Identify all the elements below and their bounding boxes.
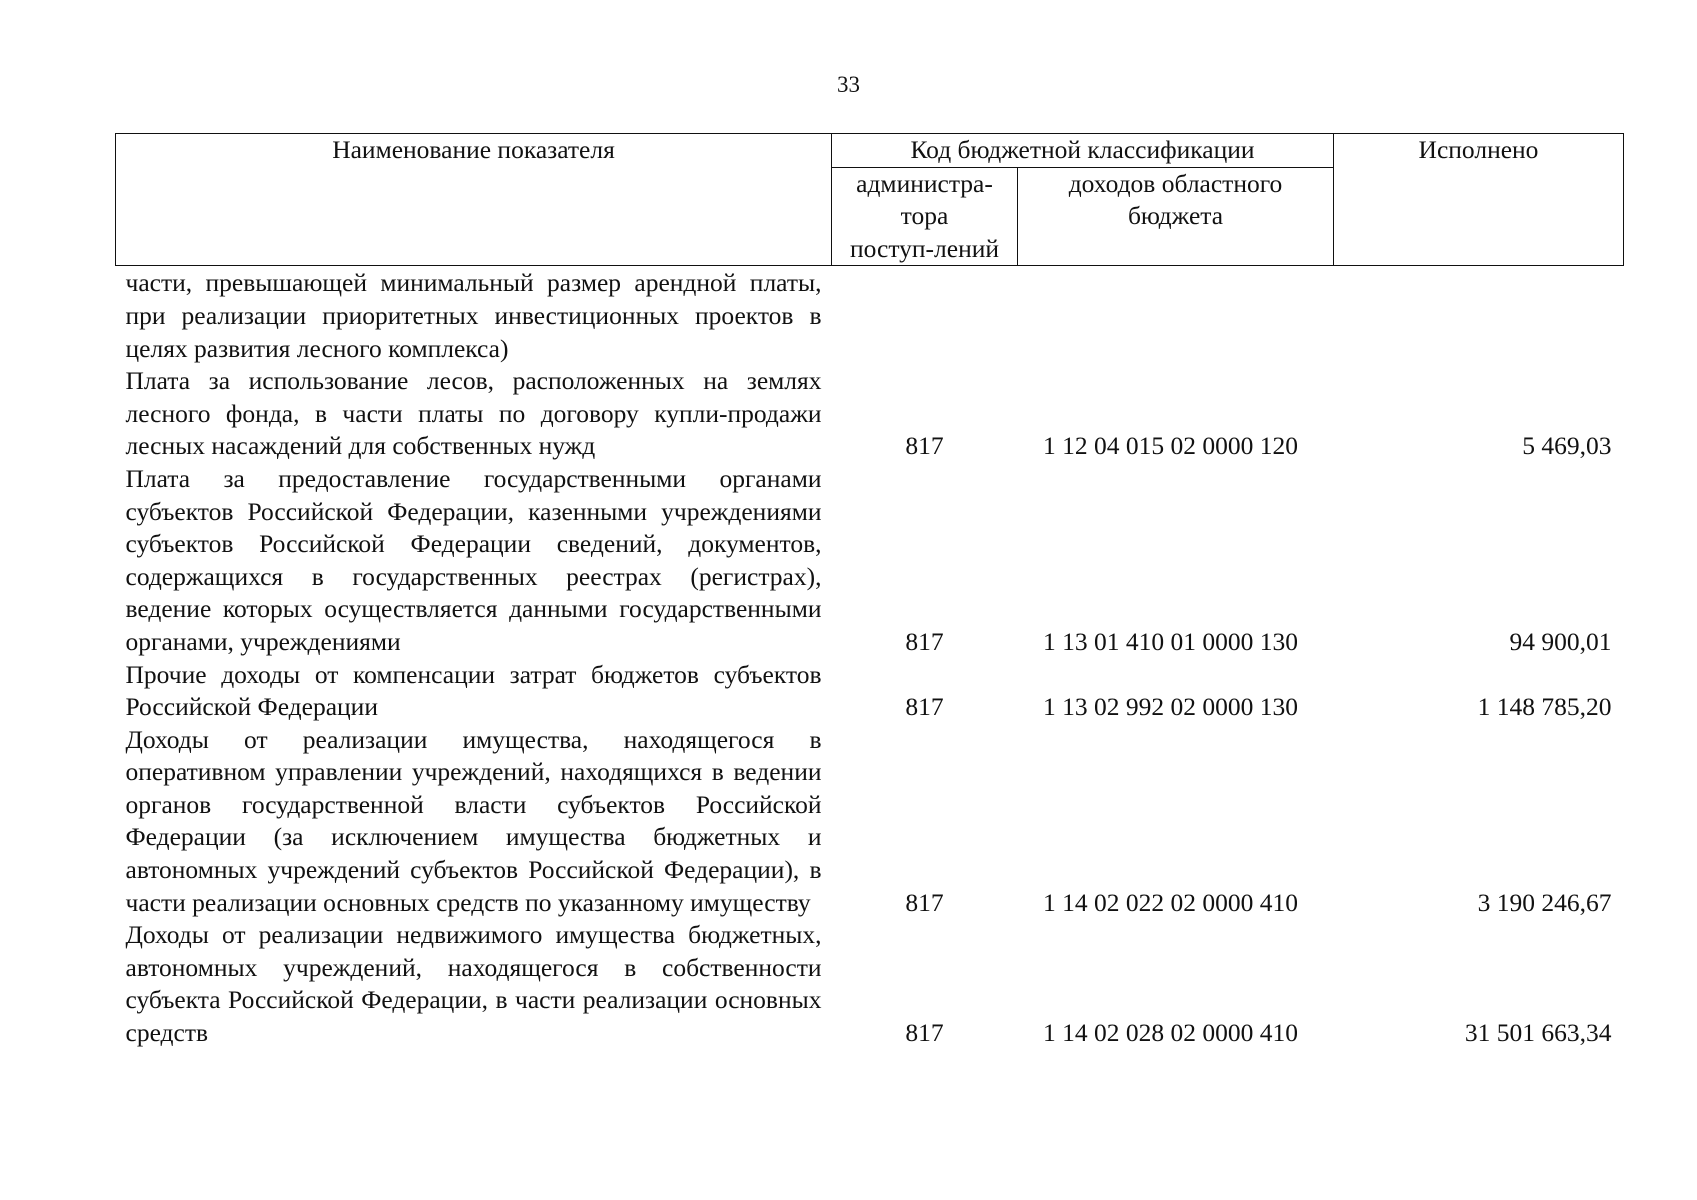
row-admin: 817 <box>905 692 944 722</box>
table-row <box>116 659 1624 724</box>
row-name: Доходы от реализации имущества, находящегося в оперативном управлении учреждений, находящихся в ведении органов государственной власти субъектов Российской Федерации (за исключением имущества бюджетных и автономных учреждений субъектов Российской Федерации), в части реализации основных средств по указанному имуществу <box>125 724 822 917</box>
row-name: Плата за предоставление государственными органами субъектов Российской Федерации, казенными учреждениями субъектов Российской Федерации сведений, документов, содержащихся в государственных реестрах (регистрах), ведение которых осуществляется данными государственными органами, учреждениями <box>125 463 822 656</box>
budget-revenue-table <box>115 133 1624 1050</box>
table-row <box>116 266 1624 365</box>
row-executed: 3 190 246,67 <box>1477 887 1612 917</box>
row-executed <box>1334 266 1624 365</box>
row-admin: 817 <box>905 626 944 656</box>
row-code: 1 14 02 028 02 0000 410 <box>1043 1018 1298 1048</box>
table-row <box>116 919 1624 1049</box>
header-name: Наименование показателя <box>116 134 832 266</box>
table-row <box>116 365 1624 463</box>
row-admin <box>832 266 1018 365</box>
header-executed: Исполнено <box>1334 134 1624 266</box>
row-executed: 5 469,03 <box>1522 431 1612 461</box>
row-executed: 31 501 663,34 <box>1464 1018 1612 1048</box>
row-admin: 817 <box>905 1018 944 1048</box>
header-admin <box>832 167 1018 266</box>
row-name: Прочие доходы от компенсации затрат бюджетов субъектов Российской Федерации <box>125 659 822 722</box>
row-code <box>1018 266 1334 365</box>
table-header <box>116 134 1624 266</box>
header-admin-text: администра-тора поступ-лений <box>849 168 1000 263</box>
row-code: 1 14 02 022 02 0000 410 <box>1043 887 1298 917</box>
row-code: 1 12 04 015 02 0000 120 <box>1043 431 1298 461</box>
table-body <box>116 266 1624 1050</box>
header-code-group: Код бюджетной классификации <box>832 134 1334 168</box>
row-name: Доходы от реализации недвижимого имущества бюджетных, автономных учреждений, находящегося в собственности субъекта Российской Федерации, в части реализации основных средств <box>125 920 822 1048</box>
page-number: 33 <box>837 72 860 97</box>
table-row <box>116 463 1624 659</box>
row-name: Плата за использование лесов, расположенных на землях лесного фонда, в части платы по договору купли-продажи лесных насаждений для собственных нужд <box>125 366 822 461</box>
row-code: 1 13 02 992 02 0000 130 <box>1043 692 1298 722</box>
row-executed: 94 900,01 <box>1509 626 1612 656</box>
row-executed: 1 148 785,20 <box>1477 692 1612 722</box>
row-code: 1 13 01 410 01 0000 130 <box>1043 626 1298 656</box>
row-name: части, превышающей минимальный размер арендной платы, при реализации приоритетных инвестиционных проектов в целях развития лесного комплекса) <box>125 268 822 363</box>
table-row <box>116 724 1624 920</box>
row-admin: 817 <box>905 887 944 917</box>
row-admin: 817 <box>905 431 944 461</box>
header-revenue: доходов областного бюджета <box>1018 167 1334 266</box>
